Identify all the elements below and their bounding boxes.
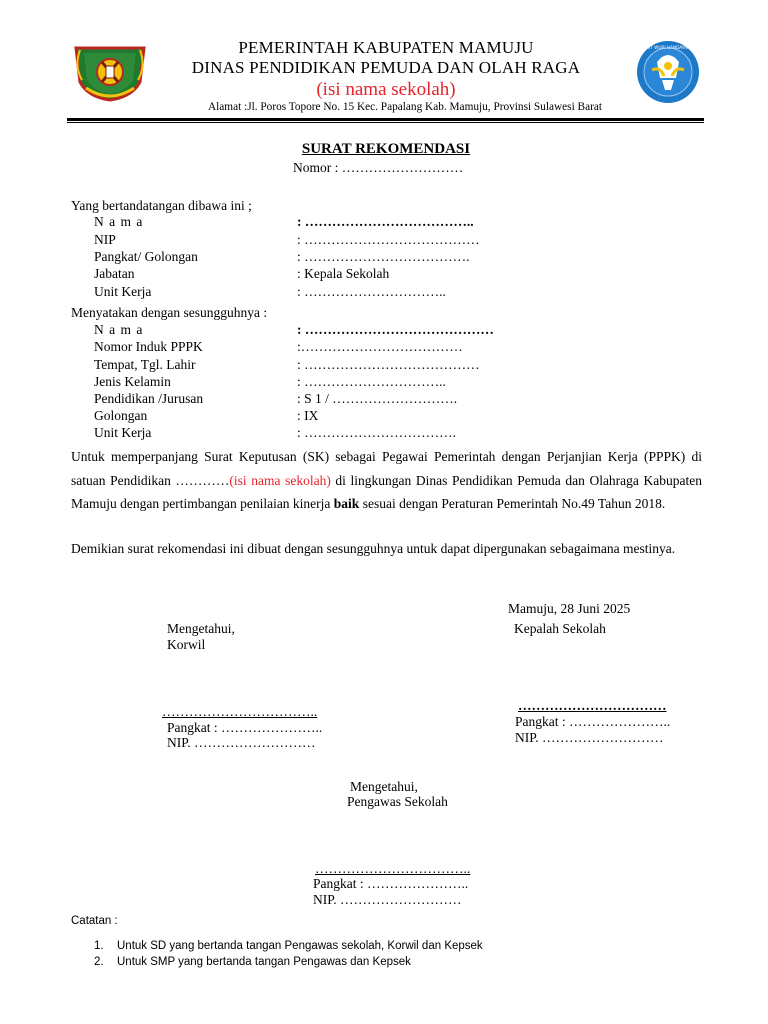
mamuju-emblem-logo [72, 42, 148, 102]
signature-rank: Pangkat : ………………….. [313, 876, 469, 891]
header-line-1: PEMERINTAH KABUPATEN MAMUJU [238, 38, 534, 57]
notes-item-text: Untuk SD yang bertanda tangan Pengawas sekolah, Korwil dan Kepsek [117, 940, 483, 952]
signature-title: Kepalah Sekolah [514, 621, 606, 636]
field-label: Nomor Induk PPPK [94, 339, 203, 354]
field-value: : ………………………………… [297, 232, 480, 247]
field-label: Golongan [94, 408, 148, 423]
field-label: Jenis Kelamin [94, 374, 171, 389]
field-value: : ………………………….. [297, 374, 446, 389]
field-value: : ……………………………. [297, 425, 457, 440]
signer-intro: Yang bertandatangan dibawa ini ; [71, 198, 252, 213]
signature-rank: Pangkat : ………………….. [515, 714, 671, 729]
notes-item-number: 1. [94, 940, 104, 952]
signature-nip: NIP. ……………………… [515, 730, 664, 745]
field-label: Unit Kerja [94, 284, 152, 299]
signature-role: Pengawas Sekolah [347, 794, 448, 809]
letter-number: Nomor : ……………………… [293, 160, 464, 175]
signature-title: Mengetahui, [167, 621, 235, 636]
field-value: : Kepala Sekolah [297, 266, 390, 281]
notes-item-text: Untuk SMP yang bertanda tangan Pengawas dan Kepsek [117, 956, 411, 968]
field-label: NIP [94, 232, 116, 247]
field-value: : S 1 / ………………………. [297, 391, 458, 406]
letter-title: SURAT REKOMENDASI [301, 141, 471, 157]
notes-item-number: 2. [94, 956, 104, 968]
signature-role: Korwil [167, 637, 206, 652]
signature-name: …………………………….. [162, 704, 318, 719]
signature-title: Mengetahui, [350, 779, 418, 794]
field-value: : ………………………….. [297, 284, 446, 299]
signature-rank: Pangkat : ………………….. [167, 720, 323, 735]
field-label: Pendidikan /Jurusan [94, 391, 204, 406]
svg-text:TUT WURI HANDAYANI: TUT WURI HANDAYANI [644, 45, 692, 50]
field-label: N a m a [94, 322, 144, 337]
body-text: Untuk memperpanjang Surat Keputusan (SK) sebagai Pegawai Pemerintah dengan Perjanjian Kerja (PPPK) di satuan Pendidikan ………… [71, 449, 702, 488]
header-divider-thin [67, 122, 704, 123]
header-address: Alamat :Jl. Poros Topore No. 15 Kec. Papalang Kab. Mamuju, Provinsi Sulawesi Barat [207, 101, 603, 113]
field-label: Jabatan [94, 266, 135, 281]
field-value: : ………………………………. [297, 249, 470, 264]
field-label: Unit Kerja [94, 425, 152, 440]
school-name-placeholder: (isi nama sekolah) [229, 472, 331, 488]
header-school-name: (isi nama sekolah) [316, 79, 456, 100]
subject-intro: Menyatakan dengan sesungguhnya : [71, 305, 268, 320]
signature-nip: NIP. ……………………… [167, 735, 316, 750]
place-date: Mamuju, 28 Juni 2025 [508, 601, 631, 616]
field-value: : ………………………………… [297, 357, 480, 372]
signature-name: …………………………….. [315, 861, 471, 876]
body-text: sesuai dengan Peraturan Pemerintah No.49 Tahun 2018. [359, 496, 666, 511]
signature-name: …………………………… [518, 698, 667, 713]
field-value: : IX [297, 408, 319, 423]
field-value: : …………………………………… [297, 322, 494, 337]
header-divider-thick [67, 118, 704, 121]
field-value: : ……………………………….. [297, 214, 474, 229]
field-label: Tempat, Tgl. Lahir [94, 357, 196, 372]
signature-nip: NIP. ……………………… [313, 892, 462, 907]
body-paragraph-1 [71, 445, 702, 516]
notes-label: Catatan : [71, 915, 118, 927]
field-label: Pangkat/ Golongan [94, 249, 198, 264]
field-value: :……………………………… [297, 339, 463, 354]
tut-wuri-handayani-logo [634, 40, 702, 104]
body-text: di lingkungan Dinas Pendidikan Pemuda dan Olahraga Kabupaten Mamuju dengan pertimbangan penilaian kinerja [71, 472, 702, 511]
body-emphasis: baik [333, 496, 360, 511]
header-line-2: DINAS PENDIDIKAN PEMUDA DAN OLAH RAGA [191, 58, 581, 77]
body-paragraph-2: Demikian surat rekomendasi ini dibuat dengan sesungguhnya untuk dapat dipergunakan sebagaimana mestinya. [71, 541, 676, 556]
field-label: N a m a [94, 214, 144, 229]
